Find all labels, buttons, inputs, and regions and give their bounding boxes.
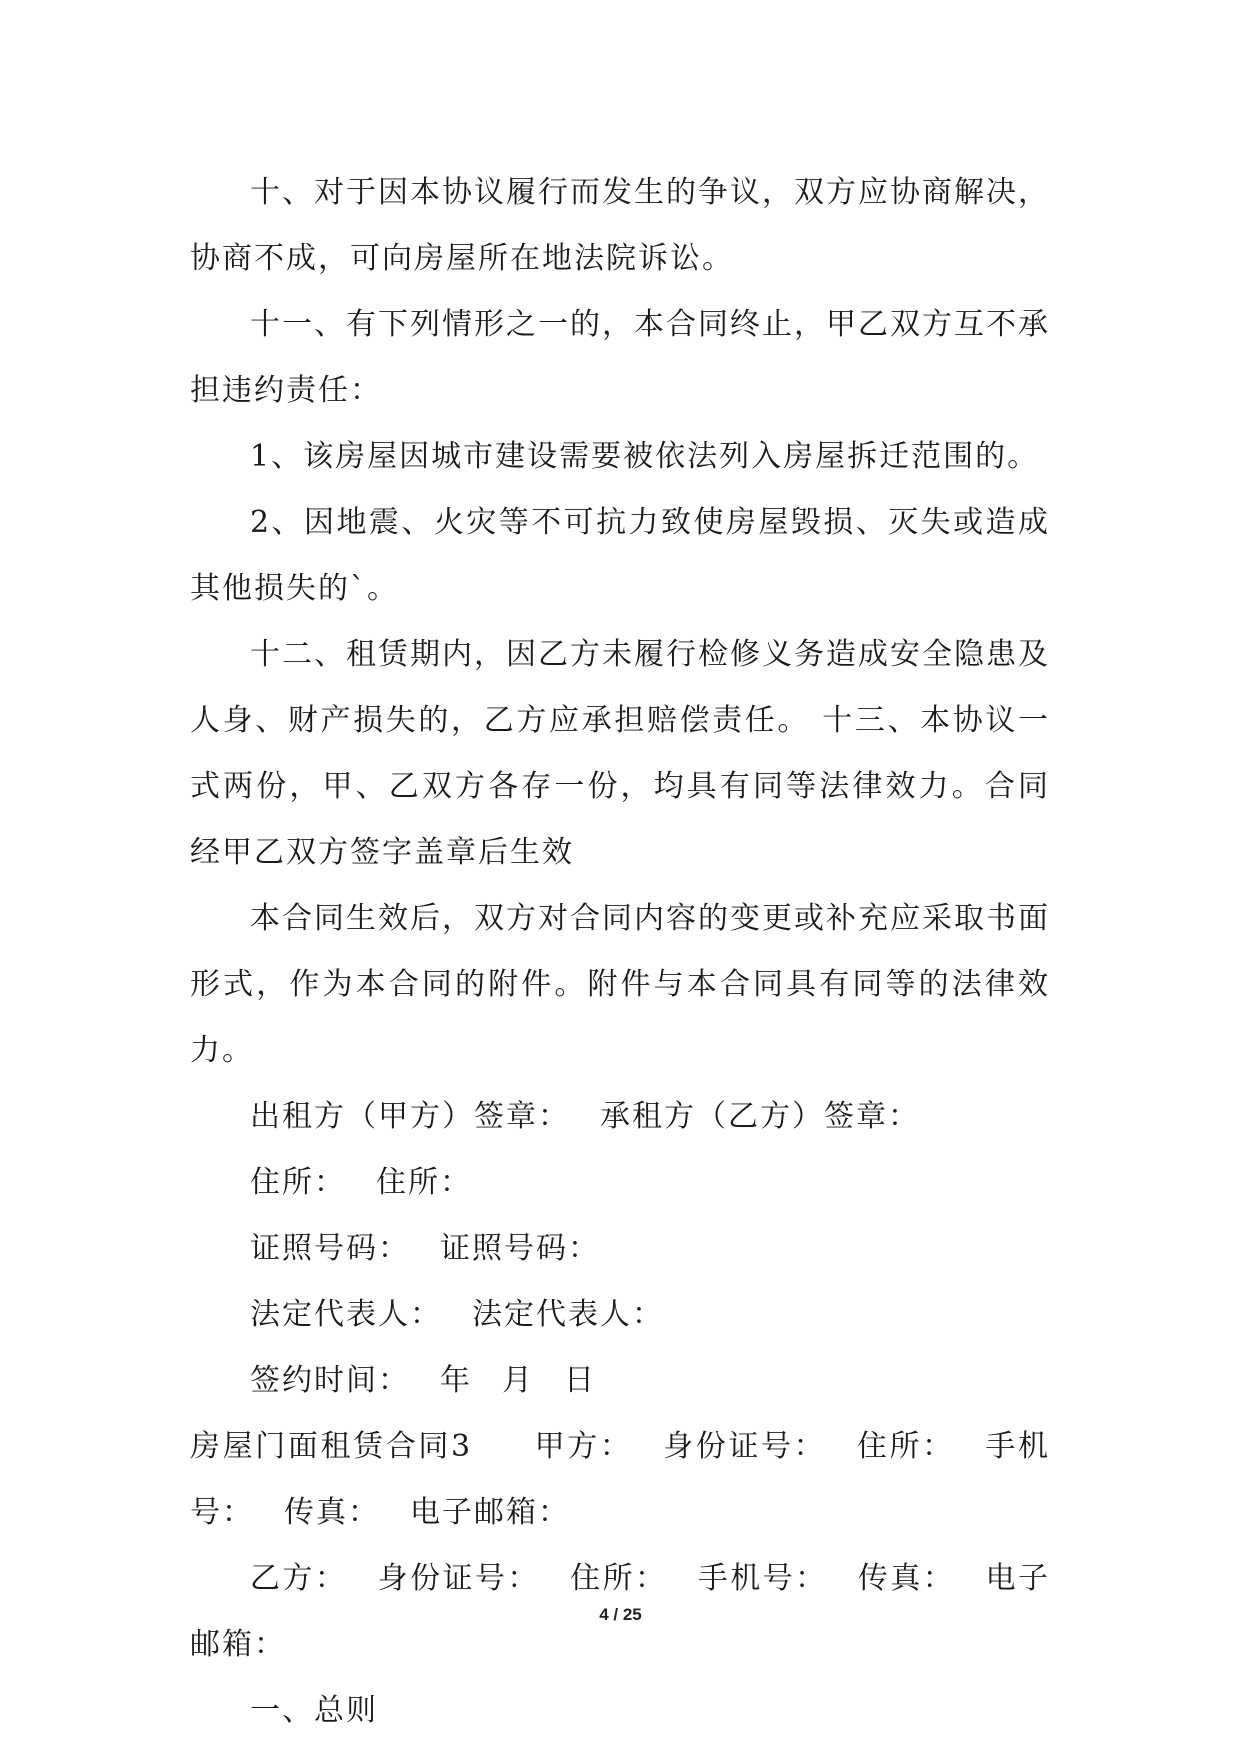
date-line <box>190 1348 1050 1414</box>
page-number: 4 / 25 <box>599 1605 642 1624</box>
party-b-id-label: 身份证号： <box>377 1561 540 1596</box>
party-a-email-label: 电子邮箱： <box>410 1495 570 1530</box>
party-a-address-label: 住所： <box>856 1429 955 1464</box>
party-b-fax-label: 传真： <box>857 1561 956 1596</box>
party-a-label: 甲方： <box>534 1429 633 1464</box>
lessee-license-label: 证照号码： <box>440 1231 600 1266</box>
paragraph-dispute: 十、对于因本协议履行而发生的争议，双方应协商解决，协商不成，可向房屋所在地法院诉讼。 <box>190 175 1050 276</box>
paragraph-termination: 十一、有下列情形之一的，本合同终止，甲乙双方互不承担违约责任： <box>190 307 1050 408</box>
lessor-signature-label: 出租方（甲方）签章： <box>250 1099 570 1134</box>
party-b-phone-label: 手机号： <box>697 1561 828 1596</box>
year-label: 年 <box>440 1363 472 1398</box>
paragraph-demolition: 1、该房屋因城市建设需要被依法列入房屋拆迁范围的。 <box>250 439 1040 474</box>
party-b-address-label: 住所： <box>569 1561 668 1596</box>
lessor-representative-label: 法定代表人： <box>250 1297 442 1332</box>
party-a-fax-label: 传真： <box>284 1495 380 1530</box>
document-body <box>190 160 1050 1744</box>
party-b-email-label: 电子邮箱： <box>190 1561 1051 1662</box>
party-b-label: 乙方： <box>250 1561 348 1596</box>
day-label: 日 <box>564 1363 596 1398</box>
paragraph-amendment: 本合同生效后，双方对合同内容的变更或补充应采取书面形式，作为本合同的附件。附件与本合同具有同等的法律效力。 <box>190 901 1050 1068</box>
paragraph-force-majeure: 2、因地震、火灾等不可抗力致使房屋毁损、灭失或造成其他损失的`。 <box>190 505 1050 606</box>
paragraph-liability: 十二、租赁期内，因乙方未履行检修义务造成安全隐患及人身、财产损失的，乙方应承担赔偿责任。 十三、本协议一式两份，甲、乙双方各存一份，均具有同等法律效力。合同经甲乙双方签字盖章后生效 <box>190 637 1050 870</box>
representative-line <box>190 1282 1050 1348</box>
party-a-phone-label: 手机号： <box>190 1429 1051 1530</box>
contract3-title: 房屋门面租赁合同3 <box>190 1429 473 1464</box>
lessor-license-label: 证照号码： <box>250 1231 410 1266</box>
lessee-representative-label: 法定代表人： <box>472 1297 664 1332</box>
sign-date-label: 签约时间： <box>250 1363 410 1398</box>
month-label: 月 <box>502 1363 534 1398</box>
lessor-address-label: 住所： <box>250 1165 346 1200</box>
lessee-signature-label: 承租方（乙方）签章： <box>600 1099 920 1134</box>
party-a-id-label: 身份证号： <box>662 1429 827 1464</box>
address-line <box>190 1150 1050 1216</box>
lessee-address-label: 住所： <box>376 1165 472 1200</box>
signature-line <box>190 1084 1050 1150</box>
license-line <box>190 1216 1050 1282</box>
section-general-heading: 一、总则 <box>250 1693 378 1728</box>
contract3-header <box>190 1414 1050 1546</box>
